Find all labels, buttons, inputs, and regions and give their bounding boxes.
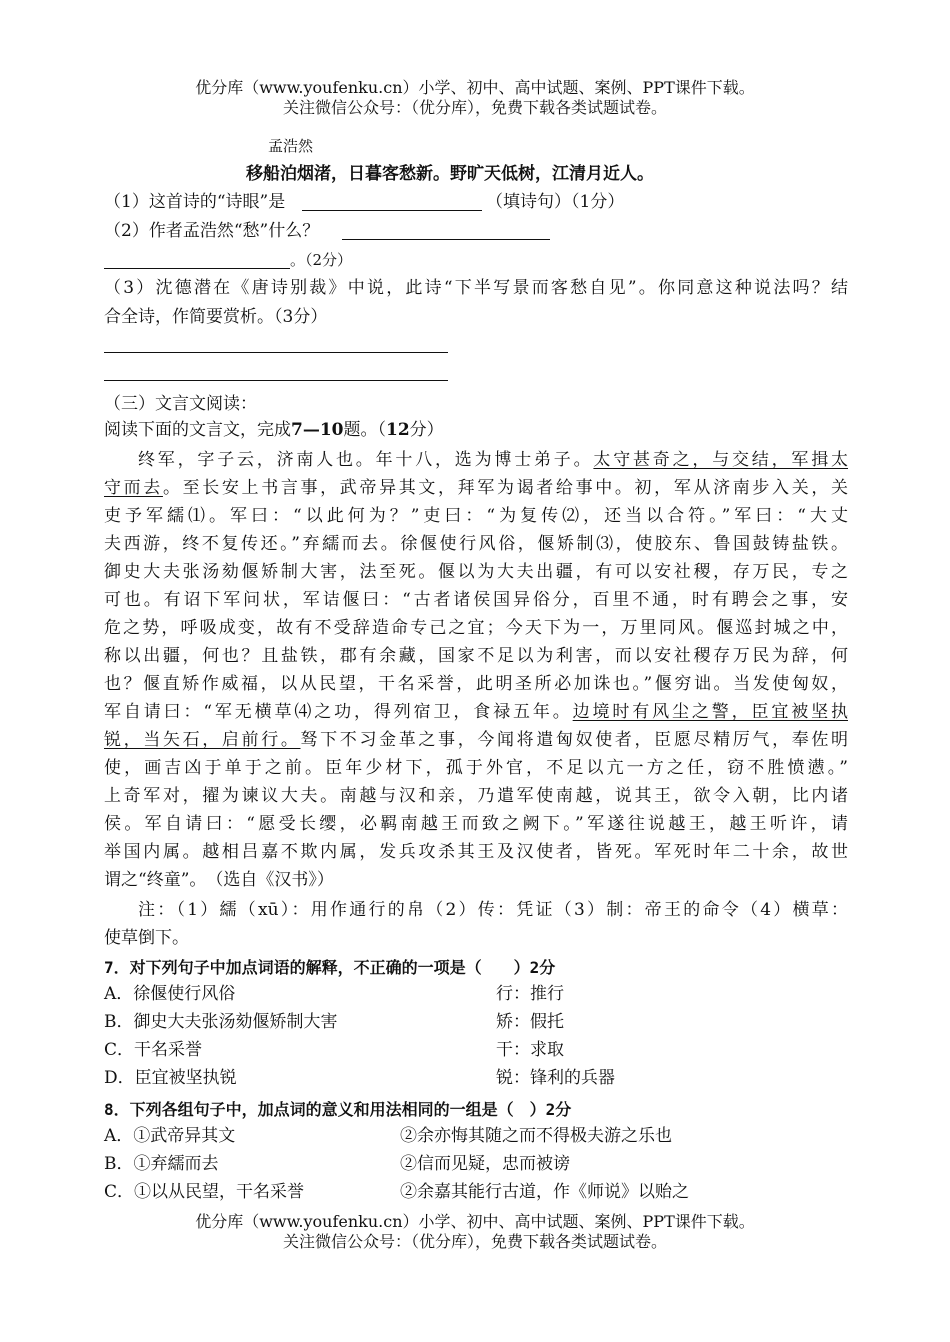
q7-option-b xyxy=(104,1010,864,1034)
passage-line-9: 也？偃直矫作威福，以从民望，干名采誉，此明圣所必加诛也。”偃穷诎。当发使匈奴， xyxy=(104,674,848,694)
answer-blank-q2-b[interactable] xyxy=(104,268,290,269)
answer-blank-q1[interactable] xyxy=(302,210,482,211)
passage-line-7: 危之势，呼吸成变，故有不受辞造命专己之宜；今天下为一，万里同风。偃巡封城之中， xyxy=(104,618,848,638)
option-first-sentence: A．①武帝异其文 xyxy=(104,1126,236,1146)
notes-line-2: 使草倒下。 xyxy=(104,928,189,948)
question-2-suffix: 。（2分） xyxy=(290,251,353,269)
passage-underlined-sentence: 守而去 xyxy=(104,478,163,498)
passage-line-5: 御史大夫张汤劾偃矫制大害，法至死。偃以为大夫出疆，有可以安社稷，存万民，专之 xyxy=(104,562,848,582)
option-first-sentence: B．①弃繻而去 xyxy=(104,1154,219,1174)
header-line-2: 关注微信公众号：（优分库），免费下载各类试题试卷。 xyxy=(282,98,667,117)
question-3-line-2: 合全诗，作简要赏析。（3分） xyxy=(104,307,328,327)
instruction-text-a: 阅读下面的文言文，完成 xyxy=(104,420,291,440)
q7-option-a xyxy=(104,982,864,1006)
question-7-stem: 7．对下列句子中加点词语的解释，不正确的一项是（ ）2分 xyxy=(104,958,556,977)
passage-text: 军自请曰：“军无横草⑷之功，得列宿卫，食禄五年。 xyxy=(104,702,573,722)
header-line-1: 优分库（www.youfenku.cn）小学、初中、高中试题、案例、PPT课件下载。 xyxy=(195,78,755,97)
passage-line-13: 上奇军对，擢为谏议大夫。南越与汉和亲，乃遣军使南越，说其王，欲令入朝，比内诸 xyxy=(104,786,848,806)
q8-option-c xyxy=(104,1180,864,1204)
option-second-sentence: ②信而见疑，忠而被谤 xyxy=(400,1154,570,1174)
question-3-line-1: （3）沈德潜在《唐诗别裁》中说，此诗“下半写景而客愁自见”。你同意这种说法吗？结 xyxy=(104,278,848,298)
passage-text: 驽下不习金革之事，今闻将遣匈奴使者，臣愿尽精厉气，奉佐明 xyxy=(300,730,849,750)
passage-line-12: 使，画吉凶于单于之前。臣年少材下，孤于外官，不足以亢一方之任，窃不胜愤懑。” xyxy=(104,758,848,778)
option-sentence: C．干名采誉 xyxy=(104,1040,203,1060)
footer-line-2: 关注微信公众号：（优分库），免费下载各类试题试卷。 xyxy=(282,1232,667,1251)
option-second-sentence: ②余嘉其能行古道，作《师说》以贻之 xyxy=(400,1182,689,1202)
question-1-prefix: （1）这首诗的“诗眼”是 xyxy=(104,192,286,212)
passage-line-15: 举国内属。越相吕嘉不欺内属，发兵攻杀其王及汉使者，皆死。军死时年二十余，故世 xyxy=(104,842,848,862)
passage-line-8: 称以出疆，何也？且盐铁，郡有余藏，国家不足以为利害，而以安社稷存万民为辞，何 xyxy=(104,646,848,666)
passage-line-16: 谓之“终童”。 （选自《汉书》） xyxy=(104,870,334,890)
q8-option-b xyxy=(104,1152,864,1176)
instruction-range: 7—10 xyxy=(291,420,344,440)
q7-option-c xyxy=(104,1038,864,1062)
section-3-title: （三）文言文阅读： xyxy=(104,394,257,414)
passage-underlined-sentence: 边境时有风尘之警，臣宜被坚执 xyxy=(572,702,848,722)
passage-line-1 xyxy=(138,448,848,472)
option-sentence: D．臣宜被坚执锐 xyxy=(104,1068,237,1088)
passage-line-11 xyxy=(104,728,848,752)
instruction-text-c: 分） xyxy=(409,420,444,440)
passage-line-3: 吏予军繻⑴。军曰：“以此何为？”吏曰：“为复传⑵，还当以合符。”军曰：“大丈 xyxy=(104,506,848,526)
passage-underlined-sentence: 太守甚奇之，与交结，军揖太 xyxy=(593,450,849,470)
option-explanation: 矫：假托 xyxy=(496,1012,564,1032)
poem-author: 孟浩然 xyxy=(268,137,314,155)
option-sentence: A．徐偃使行风俗 xyxy=(104,984,236,1004)
passage-line-10 xyxy=(104,700,848,724)
question-1-suffix: （填诗句）（1分） xyxy=(486,192,625,212)
passage-line-6: 可也。有诏下军问状，军诘偃曰：“古者诸侯国异俗分，百里不通，时有聘会之事，安 xyxy=(104,590,848,610)
option-first-sentence: C．①以从民望，干名采誉 xyxy=(104,1182,305,1202)
section-3-instruction xyxy=(104,418,444,442)
q8-option-a xyxy=(104,1124,864,1148)
footer-line-1: 优分库（www.youfenku.cn）小学、初中、高中试题、案例、PPT课件下载。 xyxy=(195,1212,755,1231)
question-2-prefix: （2）作者孟浩然“愁”什么？ xyxy=(104,221,320,241)
answer-blank-q2-a[interactable] xyxy=(342,239,550,240)
passage-text: 。至长安上书言事，武帝异其文，拜军为谒者给事中。初，军从济南步入关，关 xyxy=(162,478,849,498)
answer-blank-q3-a[interactable] xyxy=(104,352,448,353)
passage-line-2 xyxy=(104,476,848,500)
question-8-stem: 8．下列各组句子中，加点词的意义和用法相同的一组是（ ）2分 xyxy=(104,1100,572,1119)
option-explanation: 干：求取 xyxy=(496,1040,564,1060)
passage-underlined-sentence: 锐，当矢石，启前行。 xyxy=(104,730,301,750)
passage-text: 终军，字子云，济南人也。年十八，选为博士弟子。 xyxy=(138,450,594,470)
instruction-points: 12 xyxy=(386,420,410,440)
option-explanation: 行：推行 xyxy=(496,984,564,1004)
poem-text: 移船泊烟渚，日暮客愁新。野旷天低树，江清月近人。 xyxy=(246,164,654,184)
notes-line-1: 注：（1）繻（xū）：用作通行的帛（2）传：凭证（3）制：帝王的命令（4）横草： xyxy=(138,900,848,920)
passage-line-14: 侯。军自请曰：“愿受长缨，必羁南越王而致之阙下。”军遂往说越王，越王听许，请 xyxy=(104,814,848,834)
option-explanation: 锐：锋利的兵器 xyxy=(496,1068,615,1088)
option-second-sentence: ②余亦悔其随之而不得极夫游之乐也 xyxy=(400,1126,672,1146)
q7-option-d xyxy=(104,1066,864,1090)
option-sentence: B．御史大夫张汤劾偃矫制大害 xyxy=(104,1012,338,1032)
instruction-text-b: 题。（ xyxy=(343,420,386,440)
answer-blank-q3-b[interactable] xyxy=(104,380,448,381)
passage-line-4: 夫西游，终不复传还。”弃繻而去。徐偃使行风俗，偃矫制⑶，使胶东、鲁国鼓铸盐铁。 xyxy=(104,534,848,554)
